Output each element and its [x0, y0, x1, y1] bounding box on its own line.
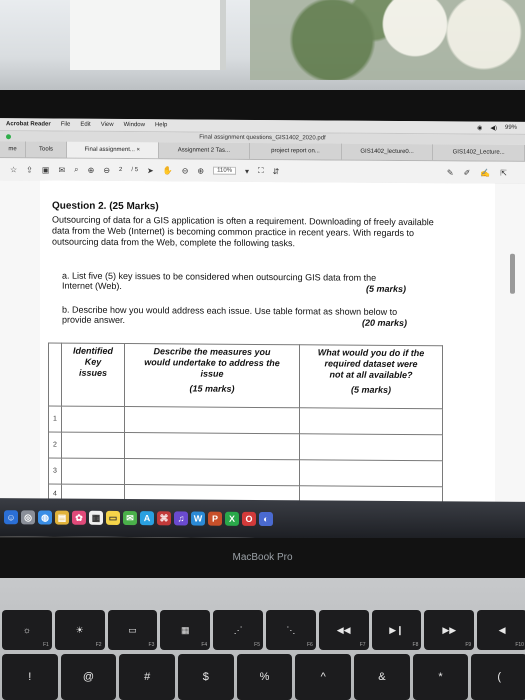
window-title: Final assignment questions_GIS1402_2020.pdf	[199, 134, 326, 142]
table-corner-cell	[49, 343, 62, 406]
sign-icon[interactable]: ✍	[480, 168, 491, 178]
menu-view[interactable]: View	[100, 121, 114, 128]
table-cell[interactable]	[125, 459, 300, 486]
task-b: b. Describe how you would address each issue. Use table format as shown below to provide answer.	[62, 304, 398, 326]
document-area	[0, 180, 525, 504]
key-f9[interactable]: ▶▶ F9	[424, 610, 474, 650]
window-close-button[interactable]	[6, 134, 11, 139]
tab-final-assignment[interactable]: Final assignment... ×	[67, 142, 159, 159]
key-f7[interactable]: ◀◀ F7	[319, 610, 369, 650]
tab-home[interactable]: me	[0, 141, 26, 157]
table-cell[interactable]	[125, 433, 300, 460]
photos-icon[interactable]: ✿	[72, 511, 86, 525]
hand-icon[interactable]: ✋	[162, 165, 173, 175]
table-cell[interactable]	[125, 407, 300, 434]
page-down-icon[interactable]: ⊖	[103, 165, 111, 175]
key-f2[interactable]: ☀ F2	[55, 610, 105, 650]
expand-icon[interactable]: ⇱	[500, 168, 507, 178]
key-7[interactable]: &	[354, 654, 410, 700]
question-title: Question 2. (25 Marks)	[52, 200, 159, 213]
safari-icon[interactable]: ◍	[38, 510, 52, 524]
table-cell[interactable]	[300, 460, 443, 487]
key-2[interactable]: @	[61, 654, 117, 700]
tab-tools[interactable]: Tools	[26, 141, 67, 157]
task-b-marks: (20 marks)	[362, 317, 408, 329]
calendar-icon[interactable]: ▦	[89, 511, 103, 525]
mail-icon[interactable]: ✉	[58, 165, 66, 175]
row-number: 1	[49, 406, 62, 432]
app-name[interactable]: Acrobat Reader	[6, 121, 51, 128]
key-f1[interactable]: ☼ F1	[2, 610, 52, 650]
device-label: MacBook Pro	[232, 552, 293, 563]
status-area	[477, 124, 517, 131]
app-icon[interactable]: O	[242, 512, 256, 526]
wifi-icon[interactable]: ◉	[477, 124, 483, 132]
laptop-screen	[0, 118, 525, 540]
task-a: a. List five (5) key issues to be considered when outsourcing GIS data from the Internet (Web).	[62, 270, 377, 292]
key-f8[interactable]: ▶❙ F8	[372, 610, 422, 650]
stickies-icon[interactable]: ▭	[106, 511, 120, 525]
print-icon[interactable]: ▣	[41, 164, 50, 175]
cursor-icon[interactable]: ➤	[147, 165, 154, 175]
number-key-row	[0, 654, 525, 700]
key-3[interactable]: #	[119, 654, 175, 700]
scroll-mode-icon[interactable]: ⇵	[272, 166, 280, 176]
key-4[interactable]: $	[178, 654, 234, 700]
zoom-out-icon[interactable]: ⊖	[181, 165, 189, 175]
chevron-down-icon[interactable]: ▾	[245, 166, 250, 176]
dock	[0, 498, 525, 540]
tab-project-report[interactable]: project report on...	[250, 143, 342, 160]
page-number-input[interactable]: 2	[119, 166, 123, 174]
menu-file[interactable]: File	[60, 121, 71, 128]
launchpad-icon[interactable]: ◎	[21, 510, 35, 524]
star-icon[interactable]: ☆	[10, 164, 18, 174]
app-icon-2[interactable]: ◐	[259, 512, 273, 526]
header-measures: Describe the measures you would undertake to address the issue (15 marks)	[125, 344, 300, 408]
key-8[interactable]: *	[413, 654, 469, 700]
volume-icon[interactable]: ◀)	[490, 125, 497, 132]
table-row	[49, 432, 443, 461]
header-key-issues: Identified Key issues	[62, 343, 125, 406]
table-row	[49, 458, 443, 487]
key-f10[interactable]: ◀ F10	[477, 610, 525, 650]
background-flowers	[250, 0, 525, 80]
table-cell[interactable]	[300, 434, 443, 461]
battery-percent[interactable]: 99%	[504, 124, 517, 131]
header-not-available: What would you do if the required dataset were not at all available? (5 marks)	[300, 345, 443, 409]
key-5[interactable]: %	[237, 654, 293, 700]
row-number: 2	[49, 432, 62, 458]
tab-gis-lecture-b[interactable]: GIS1402_Lecture...	[433, 144, 525, 161]
zoom-in-icon[interactable]: ⊕	[197, 166, 205, 176]
acrobat-icon[interactable]: ⌘	[157, 511, 171, 525]
zoom-select[interactable]: 110%	[213, 167, 236, 175]
menu-edit[interactable]: Edit	[80, 121, 91, 128]
key-f3[interactable]: ▭ F3	[108, 610, 158, 650]
answer-table	[48, 343, 443, 508]
page-up-icon[interactable]: ⊕	[87, 165, 95, 175]
word-icon[interactable]: W	[191, 512, 205, 526]
excel-icon[interactable]: X	[225, 512, 239, 526]
toolbar-right	[447, 168, 507, 177]
notes-icon[interactable]: ▤	[55, 511, 69, 525]
messages-icon[interactable]: ✉	[123, 511, 137, 525]
key-f6[interactable]: ⋱ F6	[266, 610, 316, 650]
pdf-page	[40, 180, 495, 503]
comment-icon[interactable]: ✎	[446, 167, 454, 177]
menu-window[interactable]: Window	[123, 122, 145, 129]
key-6[interactable]: ^	[295, 654, 351, 700]
fit-page-icon[interactable]: ⛶	[258, 165, 264, 176]
background-window	[70, 0, 226, 70]
table-header-row	[49, 343, 443, 409]
finder-icon[interactable]: ☺	[4, 510, 18, 524]
tab-assignment-2[interactable]: Assignment 2 Tas...	[159, 142, 251, 159]
powerpoint-icon[interactable]: P	[208, 512, 222, 526]
share-icon[interactable]: ⇪	[26, 164, 33, 174]
appstore-icon[interactable]: A	[140, 511, 154, 525]
table-cell[interactable]	[62, 458, 125, 484]
close-icon[interactable]: ×	[136, 147, 141, 154]
table-cell[interactable]	[300, 408, 443, 435]
vertical-scrollbar[interactable]	[510, 254, 515, 294]
task-a-marks: (5 marks)	[366, 283, 407, 295]
menu-help[interactable]: Help	[154, 122, 168, 129]
music-icon[interactable]: ♫	[174, 511, 188, 525]
key-f5[interactable]: ⋰ F5	[213, 610, 263, 650]
key-1[interactable]: !	[2, 654, 58, 700]
row-number: 3	[49, 458, 62, 484]
question-intro: Outsourcing of data for a GIS application is often a requirement. Downloading of freely available data from the Web (Internet) is becoming common practice in recent years. With regards to outsourcing data from the Web, complete the following tasks.	[52, 214, 434, 249]
table-row	[49, 406, 443, 435]
row-number: 4	[49, 484, 62, 504]
table-cell[interactable]	[62, 432, 125, 458]
function-key-row	[0, 610, 525, 650]
key-9[interactable]: (	[471, 654, 525, 700]
table-cell[interactable]	[62, 406, 125, 432]
key-f4[interactable]: ▦ F4	[160, 610, 210, 650]
tab-gis-lecture-a[interactable]: GIS1402_lecture0...	[342, 144, 434, 161]
page-total: / 5	[131, 167, 139, 174]
highlight-icon[interactable]: ✐	[463, 167, 471, 177]
search-icon[interactable]: ⌕	[74, 164, 79, 174]
